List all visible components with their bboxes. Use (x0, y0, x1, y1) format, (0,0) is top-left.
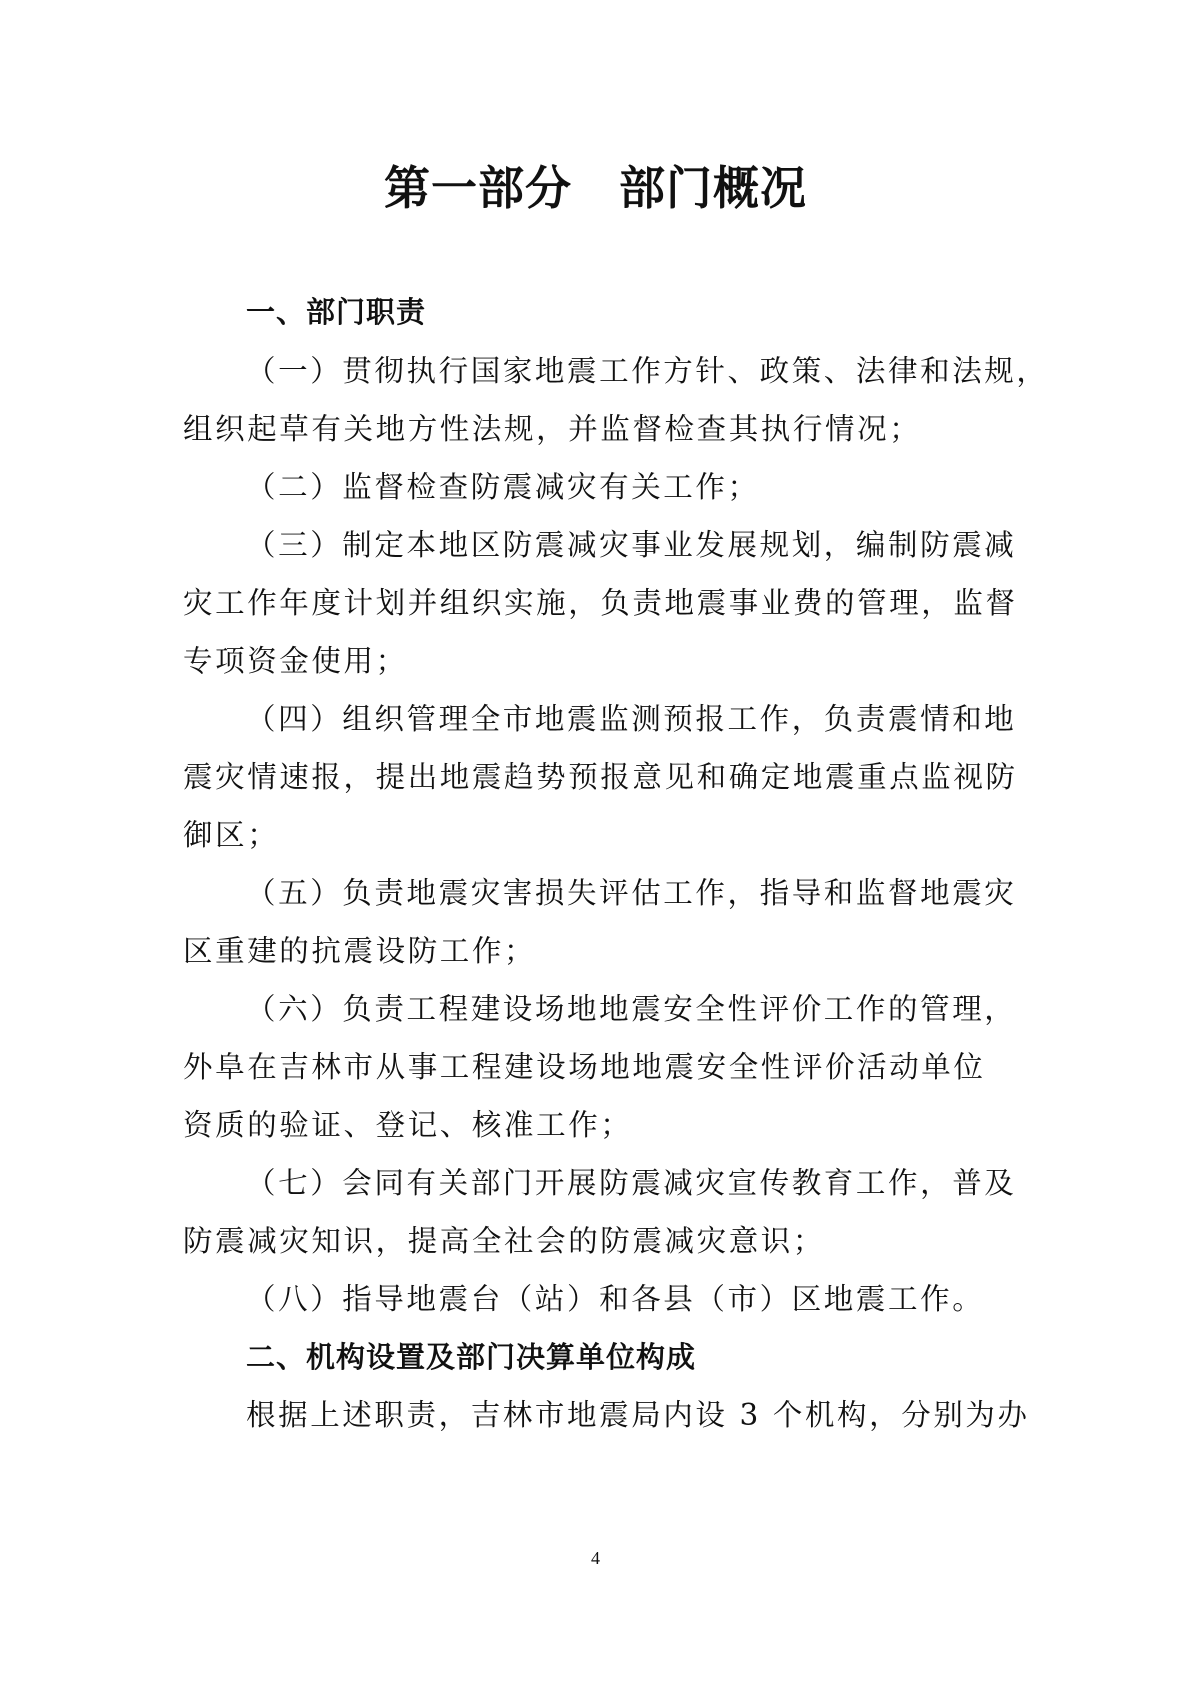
paragraph-line: 御区； (183, 818, 280, 852)
paragraph-line: （三）制定本地区防震减灾事业发展规划，编制防震减 (246, 528, 1017, 562)
paragraph-line: 灾工作年度计划并组织实施，负责地震事业费的管理，监督 (183, 586, 1018, 620)
section-heading-duties: 一、部门职责 (246, 295, 427, 329)
paragraph-line: （八）指导地震台（站）和各县（市）区地震工作。 (246, 1282, 985, 1316)
paragraph-line: （四）组织管理全市地震监测预报工作，负责震情和地 (246, 702, 1017, 736)
paragraph-line: （二）监督检查防震减灾有关工作； (246, 470, 760, 504)
paragraph-line: 专项资金使用； (183, 644, 408, 678)
paragraph-line: 根据上述职责，吉林市地震局内设 3 个机构，分别为办 (246, 1398, 1030, 1432)
paragraph-line: 外阜在吉林市从事工程建设场地地震安全性评价活动单位 (183, 1050, 986, 1084)
section-heading-organization: 二、机构设置及部门决算单位构成 (246, 1340, 697, 1374)
paragraph-line: （五）负责地震灾害损失评估工作，指导和监督地震灾 (246, 876, 1017, 910)
page-number: 4 (591, 1548, 600, 1568)
paragraph-line: 防震减灾知识，提高全社会的防震减灾意识； (183, 1224, 826, 1258)
paragraph-line: 区重建的抗震设防工作； (183, 934, 537, 968)
paragraph-line: （七）会同有关部门开展防震减灾宣传教育工作，普及 (246, 1166, 1017, 1200)
paragraph-line: 组织起草有关地方性法规，并监督检查其执行情况； (183, 412, 922, 446)
paragraph-line: 资质的验证、登记、核准工作； (183, 1108, 633, 1142)
page-title: 第一部分 部门概况 (384, 161, 807, 215)
paragraph-line: 震灾情速报，提出地震趋势预报意见和确定地震重点监视防 (183, 760, 1018, 794)
paragraph-line: （六）负责工程建设场地地震安全性评价工作的管理， (246, 992, 1017, 1026)
paragraph-line: （一）贯彻执行国家地震工作方针、政策、法律和法规， (246, 354, 1049, 388)
